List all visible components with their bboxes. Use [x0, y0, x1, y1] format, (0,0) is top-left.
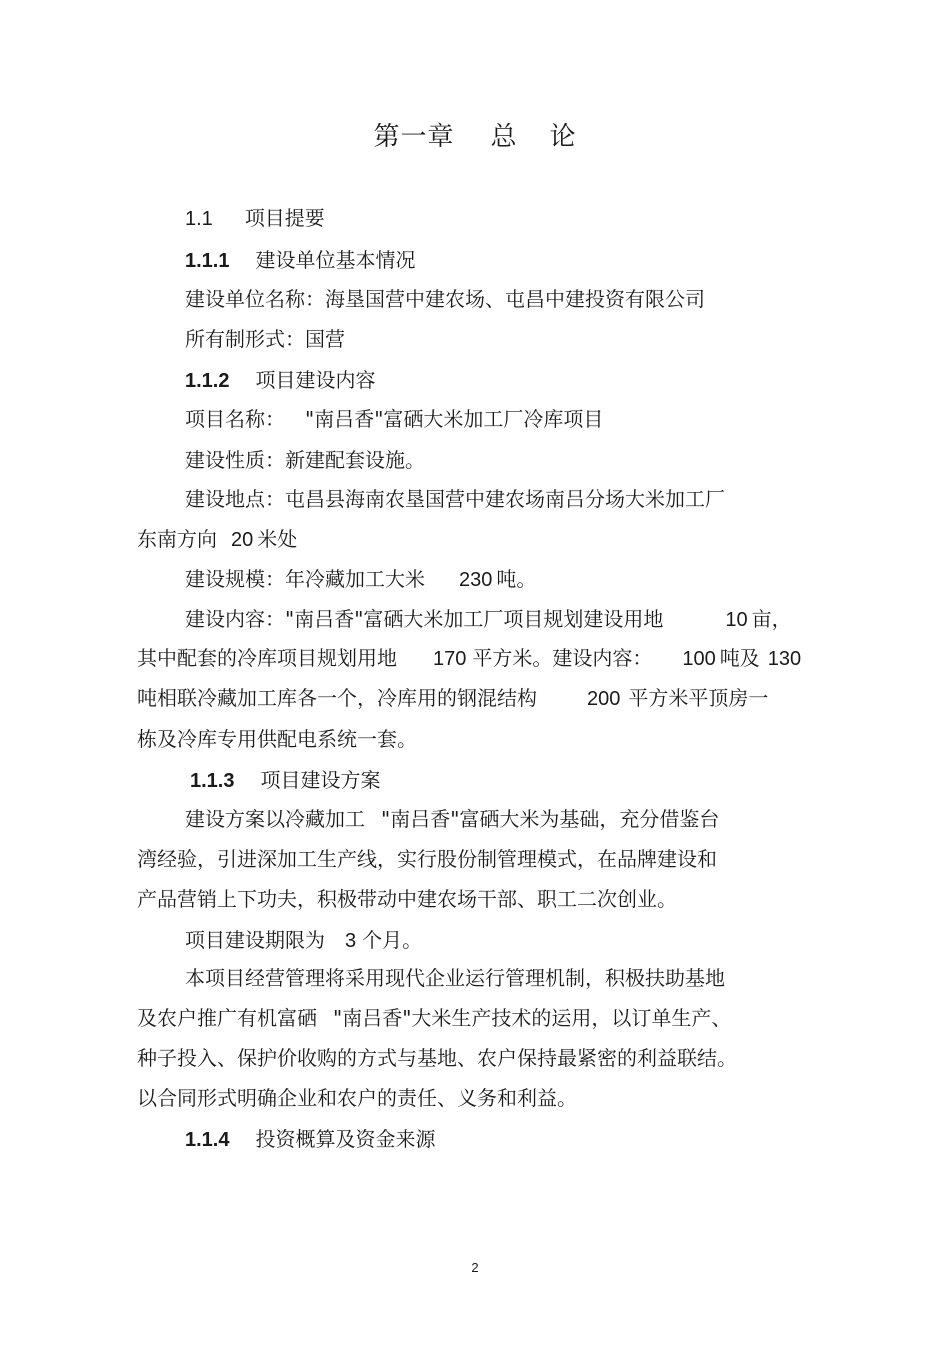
plan-line-1 — [185, 807, 719, 831]
scale-text: 建设规模：年冷藏加工大米 — [185, 567, 425, 591]
chapter-title-part3: 论 — [549, 122, 577, 152]
mgmt-text: 及农户推广有机富硒 — [137, 1006, 317, 1030]
heading-text: 项目建设内容 — [255, 368, 376, 392]
content-line-4: 栋及冷库专用供配电系统一套。 — [137, 727, 417, 751]
mgmt-line-2 — [137, 1006, 731, 1030]
period-unit: 个月。 — [362, 928, 423, 952]
period-text: 项目建设期限为 — [185, 928, 325, 952]
project-name-value: "南吕香"富硒大米加工厂冷库项目 — [305, 407, 604, 431]
heading-text: 项目建设方案 — [260, 768, 381, 792]
project-name-line — [185, 407, 603, 431]
location-line-1: 建设地点：屯昌县海南农垦国营中建农场南吕分场大米加工厂 — [185, 487, 725, 511]
content-value: 130 — [767, 648, 802, 670]
location-distance: 20 — [231, 529, 254, 551]
nature-line: 建设性质：新建配套设施。 — [185, 448, 425, 472]
mgmt-line-3: 种子投入、保护价收购的方式与基地、农户保持最紧密的利益联结。 — [137, 1046, 737, 1070]
heading-number: 1.1.3 — [190, 770, 235, 792]
heading-1-1-2 — [185, 368, 375, 393]
mgmt-line-4: 以合同形式明确企业和农户的责任、义务和利益。 — [137, 1086, 577, 1110]
location-direction: 东南方向 — [137, 527, 217, 551]
heading-1-1-3 — [190, 768, 380, 793]
plan-text: "南吕香"富硒大米为基础，充分借鉴台 — [381, 807, 720, 831]
plan-line-2: 湾经验，引进深加工生产线，实行股份制管理模式，在品牌建设和 — [137, 847, 717, 871]
content-value: 200 — [587, 688, 621, 710]
location-unit: 米处 — [257, 527, 298, 551]
location-line-2 — [137, 527, 297, 552]
heading-number: 1.1.2 — [185, 370, 230, 392]
heading-1-1-4 — [185, 1127, 435, 1152]
content-text: 平方米平顶房一 — [628, 686, 769, 710]
mgmt-line-1: 本项目经营管理将采用现代企业运行管理机制，积极扶助基地 — [185, 966, 725, 990]
heading-number: 1.1 — [185, 208, 213, 230]
period-value: 3 — [345, 930, 357, 952]
project-name-label: 项目名称： — [185, 407, 285, 431]
heading-1-1 — [185, 206, 325, 231]
chapter-title-part1: 第一章 — [373, 122, 455, 152]
scale-value: 230 — [459, 569, 493, 591]
content-text: 平方米。建设内容： — [472, 646, 653, 670]
content-text: 其中配套的冷库项目规划用地 — [137, 646, 397, 670]
scale-line — [185, 567, 536, 592]
content-text: 吨及 — [719, 646, 760, 670]
content-area: 170 — [433, 648, 467, 670]
content-unit: 亩， — [751, 607, 792, 631]
content-area: 10 — [725, 609, 748, 631]
heading-text: 投资概算及资金来源 — [255, 1127, 436, 1151]
period-line — [185, 928, 422, 953]
unit-name-line: 建设单位名称：海垦国营中建农场、屯昌中建投资有限公司 — [185, 287, 705, 311]
heading-text: 建设单位基本情况 — [255, 248, 416, 272]
heading-number: 1.1.1 — [185, 250, 230, 272]
ownership-line: 所有制形式：国营 — [185, 327, 345, 351]
content-text: 吨相联冷藏加工库各一个，冷库用的钢混结构 — [137, 686, 537, 710]
content-line-1 — [185, 607, 792, 632]
content-text: 建设内容："南吕香"富硒大米加工厂项目规划建设用地 — [185, 607, 664, 631]
content-line-3 — [137, 686, 768, 711]
scale-unit: 吨。 — [496, 567, 537, 591]
chapter-title — [0, 120, 950, 154]
heading-text: 项目提要 — [244, 206, 325, 230]
plan-line-3: 产品营销上下功夫，积极带动中建农场干部、职工二次创业。 — [137, 887, 677, 911]
content-line-2 — [137, 646, 801, 671]
heading-1-1-1 — [185, 248, 415, 273]
heading-number: 1.1.4 — [185, 1129, 230, 1151]
mgmt-text: "南吕香"大米生产技术的运用，以订单生产、 — [333, 1006, 732, 1030]
content-value: 100 — [682, 648, 716, 670]
page-number: 2 — [471, 1260, 479, 1275]
plan-text: 建设方案以冷藏加工 — [185, 807, 365, 831]
chapter-title-part2: 总 — [490, 122, 518, 152]
